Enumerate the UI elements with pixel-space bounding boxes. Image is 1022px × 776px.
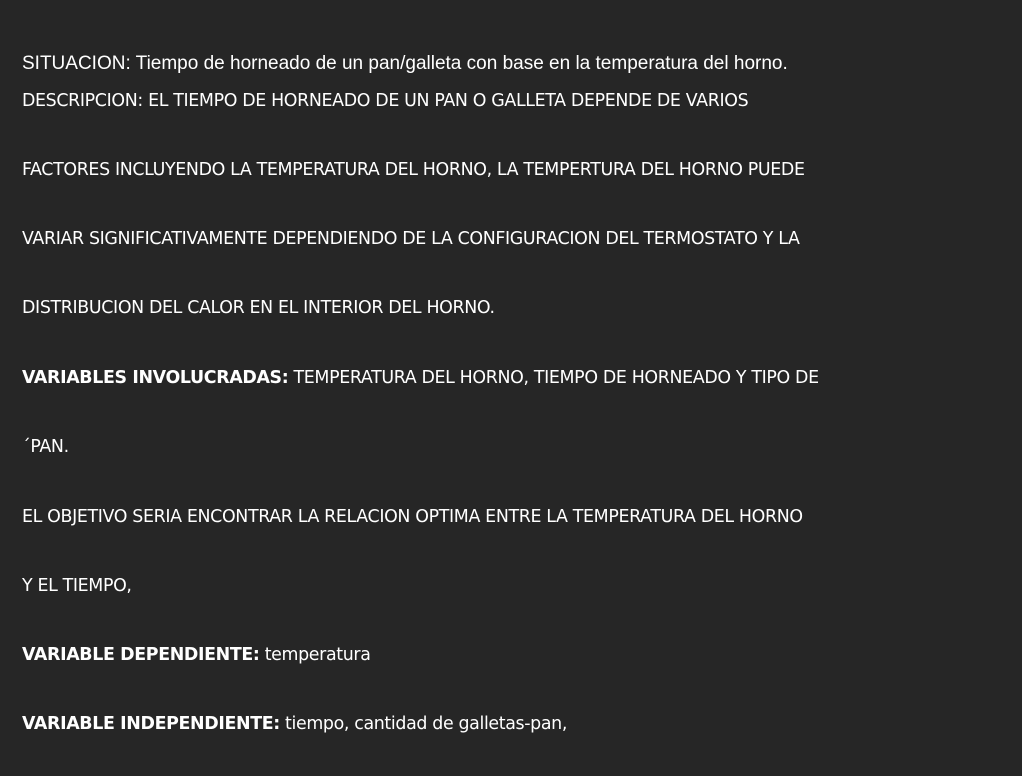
independent-value: tiempo, cantidad de galletas-pan,: [279, 714, 568, 734]
variables-text: TEMPERATURA DEL HORNO, TIEMPO DE HORNEADO Y TIPO DE: [288, 368, 819, 388]
independent-variable-line: [22, 714, 567, 734]
description-line-2: FACTORES INCLUYENDO LA TEMPERATURA DEL HORNO, LA TEMPERTURA DEL HORNO PUEDE: [22, 160, 805, 180]
independent-label: VARIABLE INDEPENDIENTE:: [22, 714, 280, 734]
variables-continuation: ´PAN.: [22, 437, 69, 457]
objective-line-1: EL OBJETIVO SERIA ENCONTRAR LA RELACION OPTIMA ENTRE LA TEMPERATURA DEL HORNO: [22, 507, 803, 527]
dependent-label: VARIABLE DEPENDIENTE:: [22, 645, 260, 665]
dependent-value: temperatura: [259, 645, 371, 665]
description-line-4: DISTRIBUCION DEL CALOR EN EL INTERIOR DEL HORNO.: [22, 298, 495, 318]
objective-line-2: Y EL TIEMPO,: [22, 576, 132, 596]
description-line-1: DESCRIPCION: EL TIEMPO DE HORNEADO DE UN PAN O GALLETA DEPENDE DE VARIOS: [22, 91, 749, 111]
variables-line: [22, 368, 819, 388]
variables-label: VARIABLES INVOLUCRADAS:: [22, 368, 289, 388]
dependent-variable-line: [22, 645, 371, 665]
description-line-3: VARIAR SIGNIFICATIVAMENTE DEPENDIENDO DE LA CONFIGURACION DEL TERMOSTATO Y LA: [22, 229, 800, 249]
situation-line: SITUACION: Tiempo de horneado de un pan/galleta con base en la temperatura del horno.: [22, 53, 788, 74]
